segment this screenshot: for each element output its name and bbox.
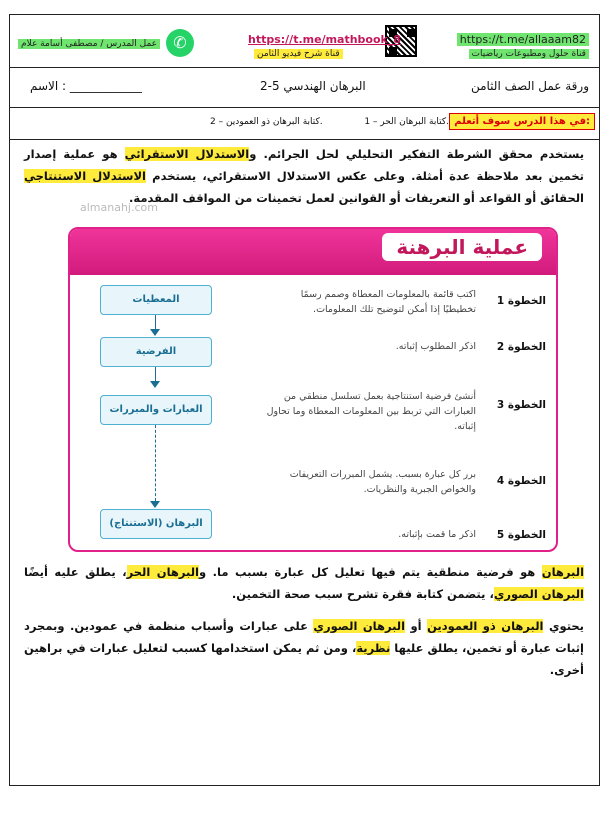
name-field-label: الاسم : ____________ — [30, 79, 142, 93]
proof-text: هو فرضية منطقية يتم فيها تعليل كل عبارة بسبب ما. و — [199, 565, 542, 579]
objective-1: 1 – كتابة البرهان الحر. — [364, 117, 449, 127]
term-proof: البرهان — [541, 565, 585, 579]
intro-text: يستخدم محقق الشرطة التفكير التحليلي لحل الجرائم. و — [249, 147, 585, 161]
proof-paragraph — [24, 561, 584, 605]
box-given: المعطيات — [100, 285, 212, 315]
whatsapp-icon: ✆ — [166, 29, 194, 57]
proof-text: ، يتضمن كتابة فقرة تشرح سبب صحة التخمين. — [231, 587, 494, 601]
learn-badge: في هذا الدرس سوف أتعلم: — [449, 113, 595, 130]
dashed-line — [155, 425, 156, 501]
term-inductive: الاستدلال الاستقرائي — [124, 147, 250, 161]
arrow-down-icon — [150, 381, 160, 388]
step-3-label: الخطوة 3 — [496, 399, 546, 411]
step-5-text: اذكر ما قمت بإثباته. — [398, 529, 476, 540]
book-link[interactable]: https://t.me/mathbook_8 — [248, 33, 402, 46]
term-theorem: نظرية — [356, 641, 391, 655]
objective-2: 2 – كتابة البرهان ذو العمودين. — [210, 117, 323, 127]
intro-text: هو عملية إصدار تخمين بعد ملاحظة عدة أمثلة. وعلى عكس الاستدلال الاستقرائي، يستخدم — [24, 147, 584, 183]
intro-paragraph — [24, 143, 584, 209]
header — [10, 15, 599, 68]
two-column-paragraph — [24, 615, 584, 681]
term-formal-proof: البرهان الصوري — [493, 587, 584, 601]
term-formal-proof-2: البرهان الصوري — [313, 619, 406, 633]
arrow-down-icon — [150, 501, 160, 508]
step-4-text: برر كل عبارة بسبب. يشمل المبررات التعريفات والخواص الجبرية والنظريات. — [289, 469, 476, 495]
figure-title: عملية البرهنة — [382, 233, 542, 261]
lesson-title: 2-5 البرهان الهندسي — [260, 79, 366, 93]
title-row — [10, 67, 599, 108]
box-proof-conclusion: البرهان (الاستنتاج) — [100, 509, 212, 539]
step-5-label: الخطوة 5 — [496, 529, 546, 541]
step-1-text: اكتب قائمة بالمعلومات المعطاة وصمم رسمًا تخطيطيًا إذا أمكن لتوضيح تلك المعلومات. — [300, 289, 476, 315]
two-column-text: يحتوي — [543, 619, 584, 633]
channel-subtitle: قناة حلول ومطبوعات رياضيات — [469, 49, 589, 59]
term-deductive: الاستدلال الاستنتاجي — [24, 169, 146, 183]
watermark: almanahj.com — [80, 201, 158, 214]
proof-text: ، يطلق عليه أيضًا — [24, 565, 127, 579]
step-3-text: أنشئ فرضية استنتاجية بعمل تسلسل منطقي من العبارات التي تربط بين المعلومات المعطاة وما تحاول إثباته. — [266, 391, 476, 432]
box-hypothesis: الفرضية — [100, 337, 212, 367]
step-2-label: الخطوة 2 — [496, 341, 546, 353]
step-4-label: الخطوة 4 — [496, 475, 546, 487]
box-statements-reasons: العبارات والمبررات — [100, 395, 212, 425]
step-2-text: اذكر المطلوب إثباته. — [395, 341, 476, 352]
objectives-row — [10, 107, 599, 140]
two-column-text: ، ومن ثم يمكن استخدامها كسبب لتعليل عبارات في براهين أخرى. — [24, 641, 584, 677]
intro-text: الحقائق أو القواعد أو التعريفات أو القوانين لعمل تخمينات من المواقف المقدمة. — [129, 191, 584, 205]
channel-link[interactable]: https://t.me/allaaam82 — [457, 33, 589, 46]
worksheet-title: ورقة عمل الصف الثامن — [470, 79, 589, 93]
book-subtitle: قناة شرح فيديو الثامن — [254, 49, 343, 59]
arrow-down-icon — [150, 329, 160, 336]
step-1-label: الخطوة 1 — [496, 295, 546, 307]
worksheet-page — [9, 14, 600, 786]
proof-process-figure — [68, 227, 558, 552]
two-column-text: على عبارات وأسباب منظمة في عمودين. وبمجرد إثبات عبارة أو تخمين، يطلق عليها — [24, 619, 584, 655]
author-label: عمل المدرس / مصطفى أسامة علام — [18, 39, 160, 49]
two-column-text: أو — [405, 619, 428, 633]
term-two-column-proof: البرهان ذو العمودين — [427, 619, 544, 633]
term-free-proof: البرهان الحر — [126, 565, 199, 579]
figure-header — [70, 229, 556, 275]
